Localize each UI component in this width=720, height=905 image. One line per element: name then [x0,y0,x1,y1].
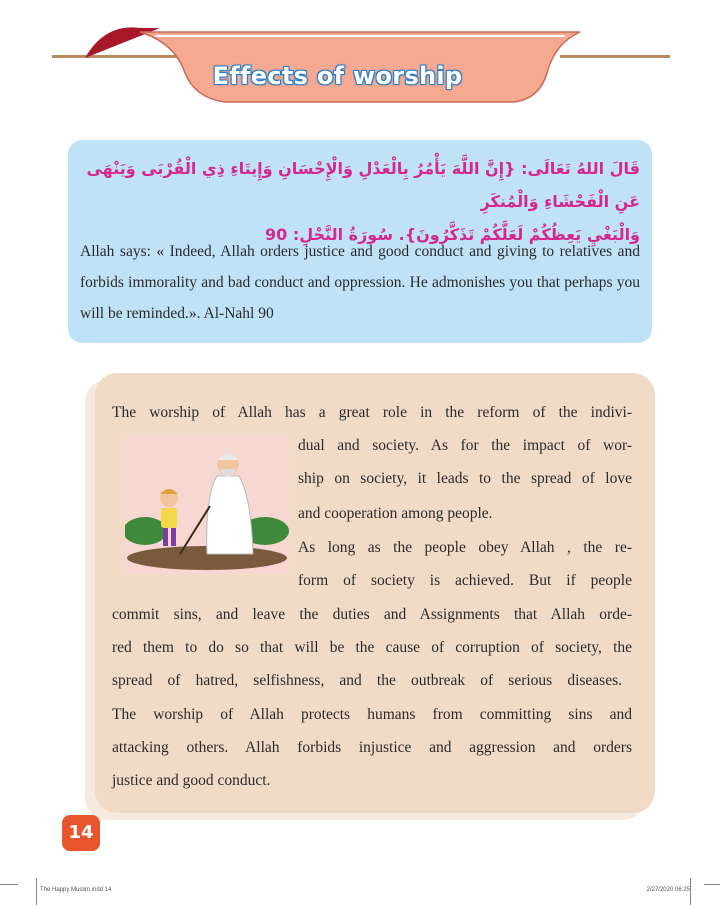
body-line-4: and cooperation among people. [298,505,493,522]
body-line-1: The worship of Allah has a great role in the reform of the indivi- [112,404,632,421]
page-title: Effects of worship [212,62,463,90]
body-line-11: attacking others. Allah forbids injustice and aggression and orders [112,739,632,756]
arabic-line-1: قَالَ اللهُ تَعَالَى: {إِنَّ اللَّهَ يَأْمُرُ بِالْعَدْلِ وَالْإِحْسَانِ وَإِيتَاءِ ذِي الْقُرْبَى وَيَنْهَى عَنِ الْفَحْشَاءِ وَالْمُنكَرِ [86,159,640,211]
body-line-7: commit sins, and leave the duties and Assignments that Allah orde- [112,606,632,623]
body-line-8: red them to do so that will be the cause of corruption of society, the [112,639,632,656]
english-translation: Allah says: « Indeed, Allah orders justice and good conduct and giving to relatives and forbids immorality and bad conduct and oppression. He admonishes you that perhaps you will be reminded.». Al-Nahl 90 [80,243,640,322]
body-line-3: ship on society, it leads to the spread of love [298,470,632,487]
body-line-10: The worship of Allah protects humans from committing sins and [112,706,632,723]
body-line-6: form of society is achieved. But if people [298,572,632,589]
crop-mark-left-vertical [36,878,37,905]
arabic-line-2-text: وَالْبَغْيِ يَعِظُكُمْ لَعَلَّكُمْ تَذَكَّرُونَ}. سُورَةُ النَّحْلِ: [292,225,640,244]
crop-mark-right [704,884,720,885]
footer-timestamp: 2/27/2020 06:25 [646,887,690,893]
body-line-12: justice and good conduct. [112,772,271,789]
body-line-5: As long as the people obey Allah , the re- [298,539,632,556]
illustration-grandfather-child [125,436,289,574]
verse-number: 90 [264,225,288,244]
footer-file-label: The Happy Muslim.indd 14 [40,887,112,893]
crop-mark-right-vertical [690,878,691,905]
title-banner [85,18,590,110]
crop-mark-left [0,884,18,885]
body-line-9: spread of hatred, selfishness, and the outbreak of serious diseases. [112,672,622,689]
page-number-badge: 14 [62,815,100,851]
quran-quote-box [68,140,652,343]
body-line-2: dual and society. As for the impact of wor- [298,437,632,454]
